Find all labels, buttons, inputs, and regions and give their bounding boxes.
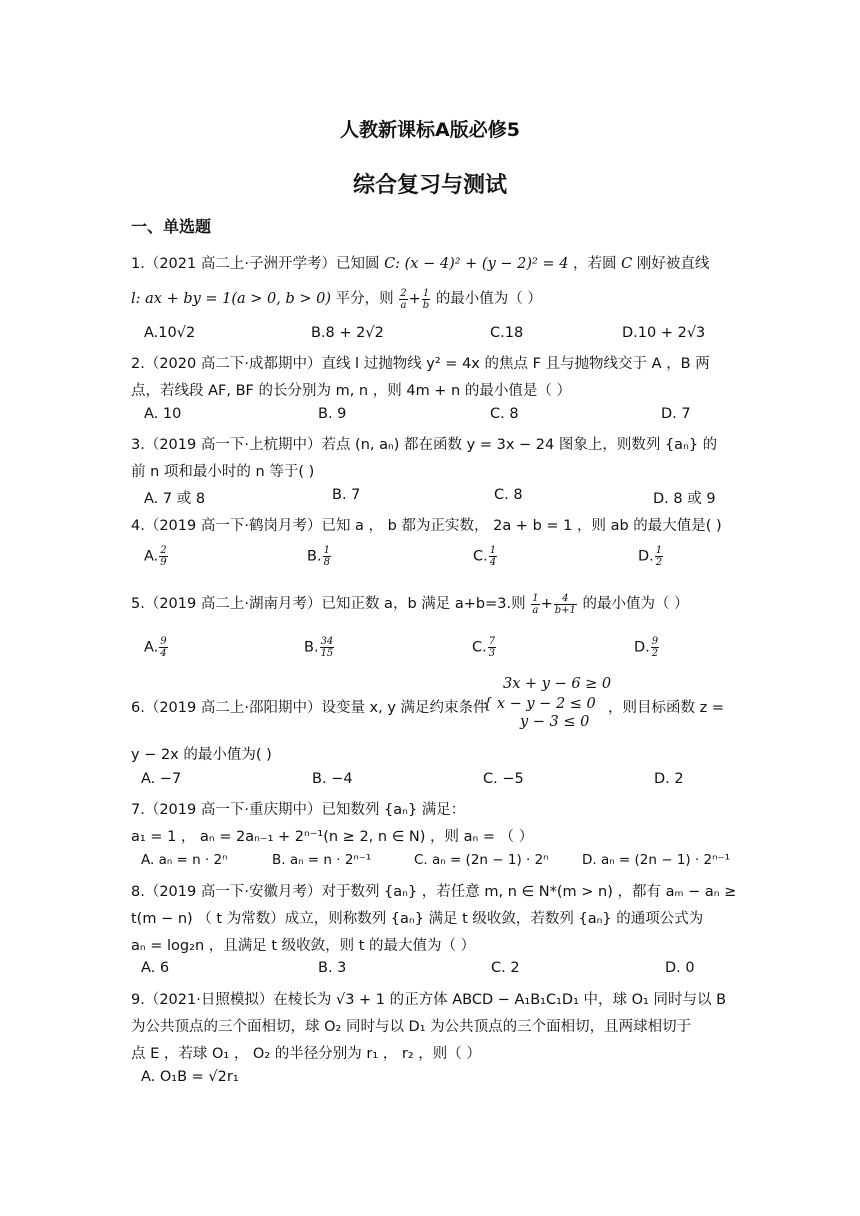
q2-option-b: B. 9	[318, 406, 347, 422]
q8-option-a: A. 6	[141, 960, 170, 976]
question-8-line-2: t(m − n) （ t 为常数）成立，则称数列 {aₙ} 满足 t 级收敛，若数列 {aₙ} 的通项公式为	[131, 911, 704, 927]
question-6-line-1-end: ，则目标函数 z =	[608, 700, 724, 716]
q2-option-d: D. 7	[661, 406, 691, 422]
q9-option-a: A. O₁B = √2r₁	[141, 1069, 239, 1085]
q5-option-a: A. $\frac{9}{4}$	[144, 636, 167, 659]
question-3-line-1: 3.（2019 高一下·上杭期中）若点 (n, aₙ) 都在函数 y = 3x − 24 图象上，则数列 {aₙ} 的	[131, 437, 718, 453]
question-9-line-2: 为公共顶点的三个面相切，球 O₂ 同时与以 D₁ 为公共顶点的三个面相切，且两球相切于	[131, 1019, 692, 1035]
question-7-line-2: a₁ = 1 ， aₙ = 2aₙ₋₁ + 2ⁿ⁻¹(n ≥ 2, n ∈ N) ，则 aₙ = （ ）	[131, 829, 534, 845]
question-4-line-1: 4.（2019 高一下·鹤岗月考）已知 a ， b 都为正实数， 2a + b = 1 ，则 ab 的最大值是( )	[131, 518, 722, 534]
question-1-line-1: 1.（2021 高二上·子洲开学考）已知圆 C: (x − 4)² + (y − 2)² = 4 ，若圆 C 刚好被直线	[131, 256, 710, 272]
q2-option-a: A. 10	[144, 406, 182, 422]
q6-option-d: D. 2	[654, 771, 684, 787]
q7-option-a: A. aₙ = n · 2ⁿ	[141, 852, 228, 868]
constraint-3: y − 3 ≤ 0	[520, 714, 590, 730]
question-1-line-2: l: ax + by = 1(a > 0, b > 0) 平分，则 $\frac{2}{a}$ + $\frac{1}{b}$ 的最小值为（ ）	[131, 287, 542, 311]
question-5-line-1: 5.（2019 高二上·湖南月考）已知正数 a，b 满足 a+b=3.则 $\frac{1}{a}$ + $\frac{4}{b+1}$ 的最小值为（ ）	[131, 592, 689, 616]
fraction: $\frac{1}{a}$	[532, 592, 539, 616]
question-6-line-1: 6.（2019 高二上·邵阳期中）设变量 x, y 满足约束条件	[131, 700, 488, 716]
q6-option-a: A. −7	[141, 771, 182, 787]
q7-option-c: C. aₙ = (2n − 1) · 2ⁿ	[414, 852, 549, 868]
q3-option-b: B. 7	[332, 487, 361, 503]
question-8-line-1: 8.（2019 高一下·安徽月考）对于数列 {aₙ} ，若任意 m, n ∈ N*(m > n) ，都有 aₘ − aₙ ≥	[131, 884, 737, 900]
fraction: $\frac{1}{b}$	[422, 287, 430, 311]
question-9-line-1: 9.（2021·日照模拟）在棱长为 √3 + 1 的正方体 ABCD − A₁B₁C₁D₁ 中，球 O₁ 同时与以 B	[131, 992, 727, 1008]
fraction: $\frac{2}{a}$	[400, 287, 407, 311]
q6-option-b: B. −4	[312, 771, 353, 787]
constraint-1: 3x + y − 6 ≥ 0	[503, 676, 612, 692]
q5-option-b: B. $\frac{34}{15}$	[304, 636, 334, 659]
q6-option-c: C. −5	[483, 771, 524, 787]
question-6-line-2: y − 2x 的最小值为( )	[131, 747, 272, 763]
q1-option-b: B.8 + 2√2	[311, 325, 384, 341]
section-heading: 一、单选题	[131, 217, 212, 236]
document-subtitle: 综合复习与测试	[352, 173, 507, 198]
q2-option-c: C. 8	[490, 406, 519, 422]
q5-option-d: D. $\frac{9}{2}$	[634, 636, 659, 659]
q1-option-d: D.10 + 2√3	[622, 325, 706, 341]
fraction: $\frac{4}{b+1}$	[554, 592, 576, 616]
q4-option-b: B. $\frac{1}{8}$	[307, 545, 330, 568]
q4-option-a: A. $\frac{2}{9}$	[144, 545, 167, 568]
constraint-2: { x − y − 2 ≤ 0	[483, 696, 596, 712]
q8-option-c: C. 2	[491, 960, 520, 976]
question-2-line-2: 点，若线段 AF, BF 的长分别为 m, n ，则 4m + n 的最小值是（ ）	[131, 383, 571, 399]
q3-option-d: D. 8 或 9	[653, 491, 716, 507]
question-7-line-1: 7.（2019 高一下·重庆期中）已知数列 {aₙ} 满足：	[131, 802, 466, 818]
q3-option-a: A. 7 或 8	[144, 491, 206, 507]
q4-option-d: D. $\frac{1}{2}$	[638, 545, 663, 568]
question-2-line-1: 2.（2020 高二下·成都期中）直线 l 过抛物线 y² = 4x 的焦点 F 且与抛物线交于 A ，B 两	[131, 356, 710, 372]
q1-option-c: C.18	[490, 325, 524, 341]
q7-option-b: B. aₙ = n · 2ⁿ⁻¹	[272, 852, 372, 868]
q8-option-b: B. 3	[318, 960, 347, 976]
question-9-line-3: 点 E ，若球 O₁ ， O₂ 的半径分别为 r₁ ， r₂ ，则（ ）	[131, 1046, 481, 1062]
q1-option-a: A.10√2	[144, 325, 196, 341]
question-8-line-3: aₙ = log₂n ，且满足 t 级收敛，则 t 的最大值为（ ）	[131, 938, 476, 954]
document-title: 人教新课标A版必修5	[340, 119, 520, 141]
question-3-line-2: 前 n 项和最小时的 n 等于( )	[131, 464, 315, 480]
q8-option-d: D. 0	[665, 960, 695, 976]
q7-option-d: D. aₙ = (2n − 1) · 2ⁿ⁻¹	[582, 852, 731, 868]
q3-option-c: C. 8	[494, 487, 523, 503]
q4-option-c: C. $\frac{1}{4}$	[473, 545, 497, 568]
q5-option-c: C. $\frac{7}{3}$	[472, 636, 496, 659]
